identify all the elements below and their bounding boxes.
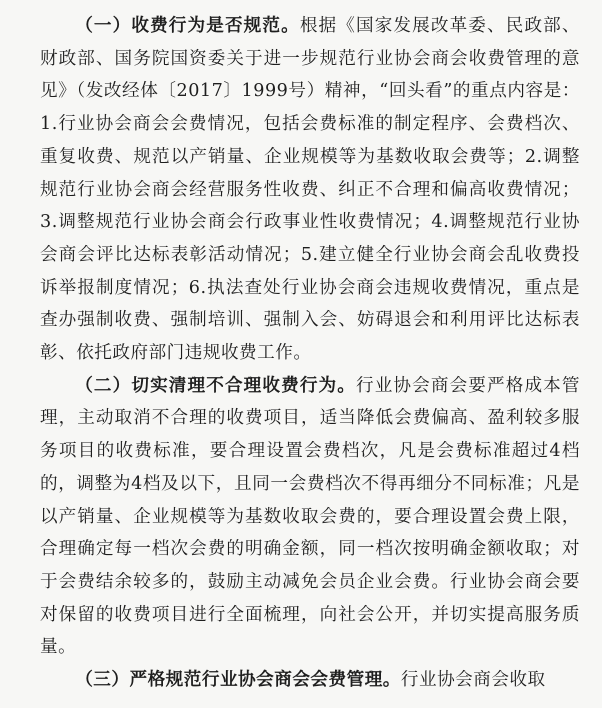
paragraph-clean-up-fees bbox=[40, 370, 580, 664]
paragraph-text: 行业协会商会要严格成本管理，主动取消不合理的收费项目，适当降低会费偏高、盈利较多服务项目的收费标准，要合理设置会费档次，凡是会费标准超过4档的，调整为4档及以下，且同一会费档次不得再细分不同标准；凡是以产销量、企业规模等为基数收取会费的，要合理设置会费上限，合理确定每一档次会费的明确金额，同一档次按明确金额收取；对于会费结余较多的，鼓励主动减免会员企业会费。行业协会商会要对保留的收费项目进行全面梳理，向社会公开，并切实提高服务质量。 bbox=[40, 375, 580, 658]
paragraph-text: 行业协会商会收取 bbox=[400, 670, 546, 691]
document-body bbox=[40, 10, 580, 697]
paragraph-heading: （三）严格规范行业协会商会会费管理。 bbox=[75, 670, 401, 691]
paragraph-heading: （二）切实清理不合理收费行为。 bbox=[75, 375, 356, 396]
paragraph-text: 根据《国家发展改革委、民政部、财政部、国务院国资委关于进一步规范行业协会商会收费管理的意见》（发改经体〔2017〕1999号）精神，“回头看”的重点内容是：1.行业协会商会会费情况，包括会费标准的制定程序、会费档次、重复收费、规范以产销量、企业规模等为基数收取会费等；2.调整规范行业协会商会经营服务性收费、纠正不合理和偏高收费情况；3.调整规范行业协会商会行政事业性收费情况；4.调整规范行业协会商会评比达标表彰活动情况；5.建立健全行业协会商会乱收费投诉举报制度情况；6.执法查处行业协会商会违规收费情况，重点是查办强制收费、强制培训、强制入会、妨碍退会和利用评比达标表彰、依托政府部门违规收费工作。 bbox=[40, 16, 580, 364]
paragraph-membership-fee-management bbox=[40, 664, 580, 697]
paragraph-heading: （一）收费行为是否规范。 bbox=[75, 16, 300, 36]
paragraph-fee-behavior bbox=[40, 10, 580, 370]
